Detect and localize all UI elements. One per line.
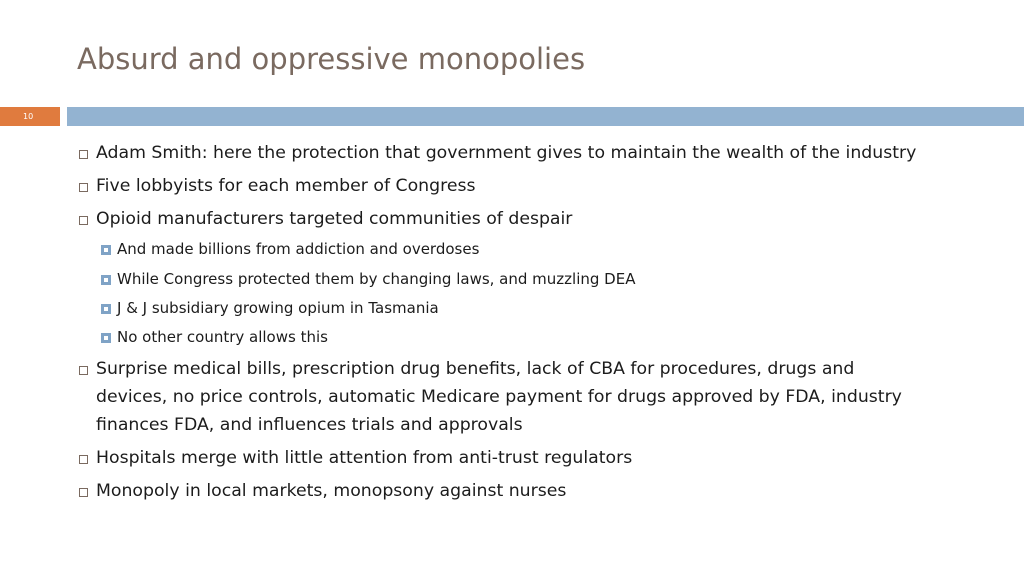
bullet-item: Adam Smith: here the protection that government gives to maintain the wealth of the industry: [96, 143, 917, 163]
sub-bullet-square-icon: [101, 333, 111, 343]
sub-bullet-square-icon: [101, 245, 111, 255]
sub-bullet-square-icon: [101, 304, 111, 314]
sub-bullet-square-icon: [101, 275, 111, 285]
sub-bullet-item: While Congress protected them by changing laws, and muzzling DEA: [117, 270, 636, 288]
bullet-item-line: finances FDA, and influences trials and approvals: [96, 415, 523, 435]
bullet-square-icon: [79, 183, 88, 192]
bullet-square-icon: [79, 455, 88, 464]
bullet-item: Opioid manufacturers targeted communities of despair: [96, 209, 573, 229]
bullet-item-line: Surprise medical bills, prescription drug benefits, lack of CBA for procedures, drugs and: [96, 359, 855, 379]
bullet-item-line: devices, no price controls, automatic Medicare payment for drugs approved by FDA, industry: [96, 387, 902, 407]
sub-bullet-item: And made billions from addiction and overdoses: [117, 240, 480, 258]
bullet-square-icon: [79, 216, 88, 225]
bullet-square-icon: [79, 150, 88, 159]
bullet-item: Hospitals merge with little attention from anti-trust regulators: [96, 448, 633, 468]
bullet-square-icon: [79, 366, 88, 375]
bullet-item: Five lobbyists for each member of Congress: [96, 176, 476, 196]
sub-bullet-item: No other country allows this: [117, 328, 328, 346]
sub-bullet-item: J & J subsidiary growing opium in Tasmania: [117, 299, 439, 317]
slide-number: 10: [0, 107, 60, 126]
bullet-item: Monopoly in local markets, monopsony against nurses: [96, 481, 567, 501]
slide-title: Absurd and oppressive monopolies: [77, 42, 586, 76]
bullet-square-icon: [79, 488, 88, 497]
